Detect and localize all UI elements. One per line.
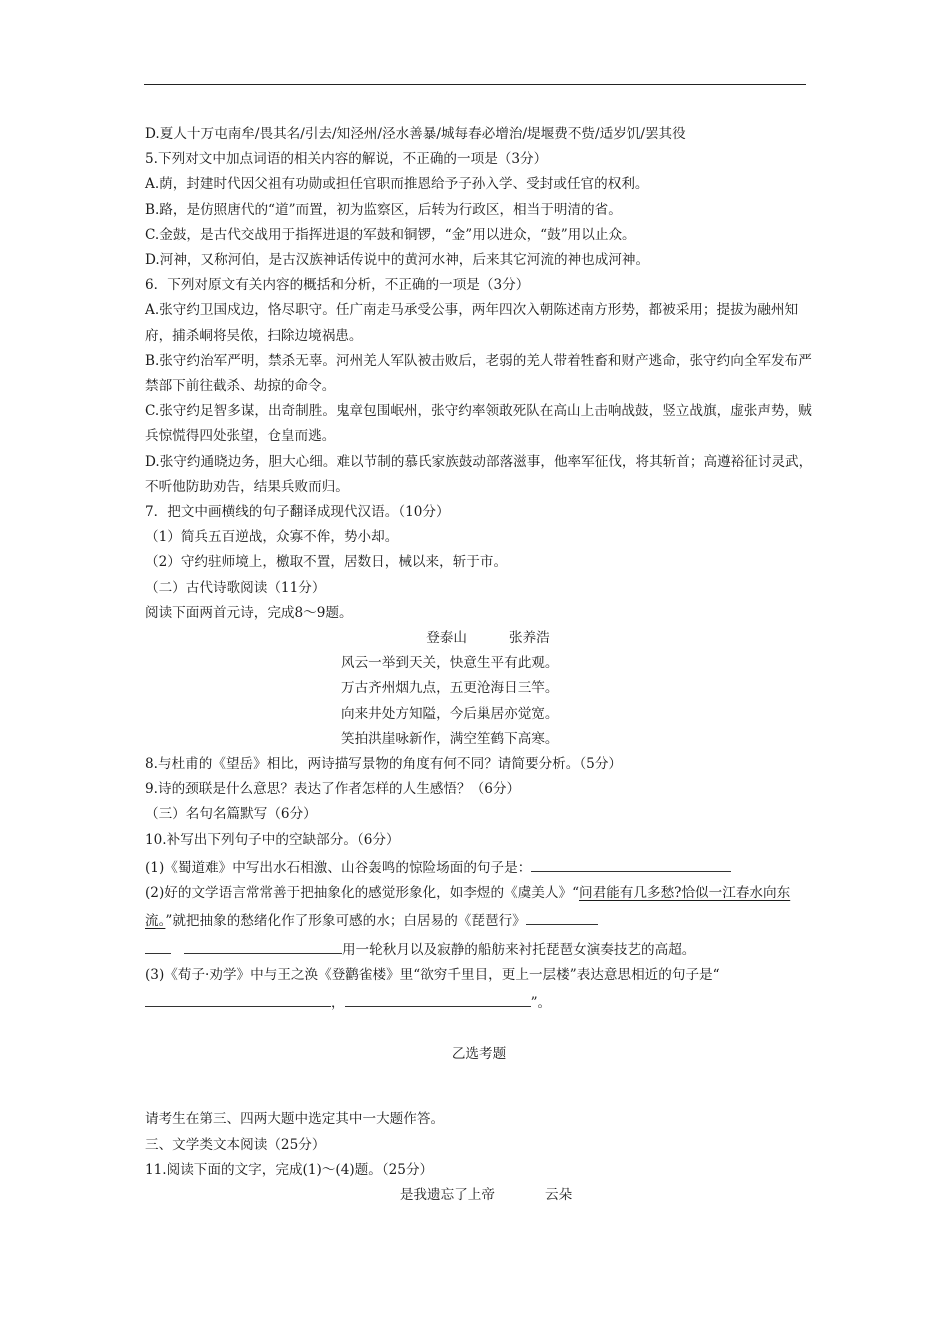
poem-title: 登泰山 xyxy=(426,630,467,647)
q5-option-a: A.荫，封建时代因父祖有功勋或担任官职而推恩给予子孙入学、受封或任官的权利。 xyxy=(145,176,649,193)
section2-heading: （二）古代诗歌阅读（11分） xyxy=(145,579,326,596)
q8: 8.与杜甫的《望岳》相比，两诗描写景物的角度有何不同？请简要分析。（5分） xyxy=(145,756,623,773)
q6-option-d: D.张守约通晓边务，胆大心细。难以节制的慕氏家族鼓动部落滋事，他率军征伐，将其斩首；高遵裕征讨灵武，不听他防助劝告，结果兵败而归。 xyxy=(145,453,813,495)
q10-stem: 10.补写出下列句子中的空缺部分。（6分） xyxy=(145,831,400,848)
answer-blank-3a[interactable] xyxy=(145,988,331,1007)
q10-item-3-sep: ， xyxy=(331,994,345,1011)
poem-line-2: 万古齐州烟九点，五更沧海日三竿。 xyxy=(341,680,559,697)
story-title: 是我遗忘了上帝 xyxy=(399,1186,495,1203)
answer-blank-3b[interactable] xyxy=(345,988,531,1007)
q10-item-2 xyxy=(145,881,813,963)
q11-stem: 11.阅读下面的文字，完成(1)～(4)题。（25分） xyxy=(145,1161,434,1178)
answer-blank-1[interactable] xyxy=(531,853,731,872)
q6-option-c: C.张守约足智多谋，出奇制胜。鬼章包围岷州，张守约率领敢死队在高山上击响战鼓，竖立战旗，虚张声势，贼兵惊慌得四处张望，仓皇而逃。 xyxy=(145,403,812,445)
exam-page-content xyxy=(145,122,813,1208)
q10-item-2-after: 用一轮秋月以及寂静的船舫来衬托琵琶女演奏技艺的高超。 xyxy=(341,941,696,958)
q10-item-3-before: (3)《荀子·劝学》中与王之涣《登鹳雀楼》里“欲穷千里目，更上一层楼”表达意思相近的句子是“ xyxy=(145,966,720,983)
section3-heading: （三）名句名篇默写（6分） xyxy=(145,806,317,823)
story-author: 云朵 xyxy=(544,1186,573,1203)
q10-item-1-text: (1)《蜀道难》中写出水石相激、山谷轰鸣的惊险场面的句子是： xyxy=(145,859,532,876)
q4-option-d: D.夏人十万屯南牟/畏其名/引去/知泾州/泾水善暴/城每春必增治/堤堰费不赀/适岁饥/罢其役 xyxy=(145,126,686,142)
header-rule xyxy=(144,84,806,85)
q7-item-2: （2）守约驻师境上，檄取不置，居数日，械以来，斩于市。 xyxy=(145,554,508,571)
part-b-heading: 乙选考题 xyxy=(451,1046,507,1063)
q6-stem: 6．下列对原文有关内容的概括和分析，不正确的一项是（3分） xyxy=(145,277,530,294)
q6-option-b: B.张守约治军严明，禁杀无辜。河州羌人军队被击败后，老弱的羌人带着牲畜和财产逃命，张守约向全军发布严禁部下前往截杀、劫掠的命令。 xyxy=(145,352,812,395)
q9: 9.诗的颈联是什么意思？表达了作者怎样的人生感悟？（6分） xyxy=(145,781,521,798)
poem-line-4: 笑拍洪崖咏新作，满空笙鹤下高寒。 xyxy=(341,730,559,747)
q5-option-d: D.河神，又称河伯，是古汉族神话传说中的黄河水神，后来其它河流的神也成河神。 xyxy=(145,252,650,269)
answer-blank-2a[interactable] xyxy=(526,906,598,925)
q10-item-1 xyxy=(145,853,813,881)
poem-intro: 阅读下面两首元诗，完成8～9题。 xyxy=(145,604,353,621)
q10-item-3-after: ”。 xyxy=(530,994,552,1011)
poem-heading xyxy=(145,626,813,651)
q7-stem: 7．把文中画横线的句子翻译成现代汉语。（10分） xyxy=(145,504,450,521)
poem-line-1: 风云一举到天关，快意生平有此观。 xyxy=(341,655,559,672)
q7-item-1: （1）简兵五百逆战，众寡不侔，势小却。 xyxy=(145,529,399,546)
story-heading xyxy=(145,1183,813,1208)
q10-item-2-before: (2)好的文学语言常常善于把抽象化的感觉形象化，如李煜的《虞美人》“ xyxy=(145,885,580,902)
q10-item-3 xyxy=(145,963,813,1016)
q10-item-2-quote: 问君能有几多愁?恰似一江春水向东流。 xyxy=(145,885,791,930)
answer-blank-2c[interactable] xyxy=(184,935,342,954)
answer-blank-2b[interactable] xyxy=(145,935,171,954)
poem-line-3: 向来井处方知隘，今后巢居亦觉宽。 xyxy=(341,705,559,722)
q5-stem: 5.下列对文中加点词语的相关内容的解说，不正确的一项是（3分） xyxy=(145,151,548,168)
q5-option-c: C.金鼓，是古代交战用于指挥进退的军鼓和铜锣，“金”用以进众，“鼓”用以止众。 xyxy=(145,226,636,243)
q6-option-a: A.张守约卫国戍边，恪尽职守。任广南走马承受公事，两年四次入朝陈述南方形势，都被采用；提拔为融州知府，捕杀峒将吴侬，扫除边境祸患。 xyxy=(145,302,799,344)
part3-heading: 三、文学类文本阅读（25分） xyxy=(145,1136,326,1153)
q5-option-b: B.路，是仿照唐代的“道”而置，初为监察区，后转为行政区，相当于明清的省。 xyxy=(145,201,622,218)
q10-item-2-middle: ”就把抽象的愁绪化作了形象可感的水；白居易的《琵琶行》 xyxy=(165,913,526,930)
poem-author: 张养浩 xyxy=(509,630,550,647)
part-b-instruction: 请考生在第三、四两大题中选定其中一大题作答。 xyxy=(145,1111,445,1128)
